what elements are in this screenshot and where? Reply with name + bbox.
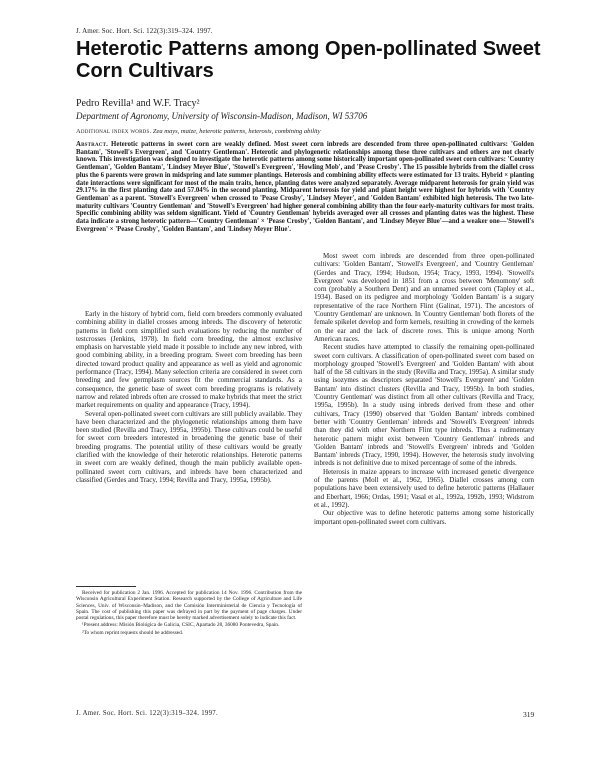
body-paragraph: Heterosis in maize appears to increase with increased genetic divergence of the parents (Moll et al., 1962, 1965). Diallel crosses among corn populations have been extensively used to define heterotic patterns (Hallauer and Eberhart, 1966; Ordas, 1991; Vasal et al., 1992a, 1992b, 1993; Widstrom et al., 1992).	[314, 467, 534, 509]
article-title: Heterotic Patterns among Open-pollinated Sweet Corn Cultivars	[76, 38, 541, 82]
author-affiliation: Department of Agronomy, University of Wisconsin-Madison, Madison, WI 53706	[76, 111, 368, 121]
abstract-label: Abstract.	[76, 141, 109, 148]
footnote: ²To whom reprint requests should be addressed.	[82, 629, 184, 636]
index-words	[76, 128, 536, 135]
footnote: ¹Present address: Misión Biológica de Galicia, CSIC, Apartado 28, 36080 Pontevedra, Spain.	[82, 622, 280, 629]
body-paragraph: Most sweet corn inbreds are descended from three open-pollinated cultivars: 'Golden Bantam', 'Stowell's Evergreen', and 'Country Gentleman' (Gerdes and Tracy, 1994; Hudson, 1954; Tracy, 1993, 1994). 'Stowell's Evergreen' was developed in 1851 from a cross between 'Menomony' soft corn (probably a Southern Dent) and an unnamed sweet corn (Tapley et al., 1934). Based on its pedigree and morphology 'Golden Bantam' is a sugary representative of the race Northern Flint (Galinat, 1971). The ancestors of 'Country Gentleman' are unknown. In 'Country Gentleman' both florets of the female spikelet develop and form kernels, resulting in crowding of the kernels on the ear and the lack of discrete rows. This is unique among North American races.	[314, 252, 534, 343]
body-paragraph: Recent studies have attempted to classify the remaining open-pollinated sweet corn cultivars. A classification of open-pollinated sweet corn based on morphology grouped 'Stowell's Evergreen' and 'Golden Bantam' with about half of the 58 cultivars in the study (Revilla and Tracy, 1995a). A similar study using isozymes as descriptors separated 'Stowell's Evergreen' and 'Golden Bantam' into distinct clusters (Revilla and Tracy, 1995b). In both studies, 'Country Gentleman' was distinct from all other cultivars (Revilla and Tracy, 1995a, 1995b). In a study using inbreds derived from these and other cultivars, Tracy (1990) observed that 'Golden Bantam' inbreds combined better with 'Country Gentleman' inbreds and 'Stowell's Evergreen' inbreds than they did with other Northern Flint type inbreds. Thus a rudimentary heterotic pattern might exist between 'Country Gentleman' inbreds and 'Golden Bantam' inbreds and 'Stowell's Evergreen' inbreds and 'Golden Bantam' inbreds (Tracy, 1990, 1994). However, the heterosis study involving inbreds is not definitive due to mixed percentage of some of the inbreds.	[314, 343, 535, 468]
footnote-rule	[76, 586, 136, 587]
page-number: 319	[523, 710, 535, 719]
body-paragraph: Early in the history of hybrid corn, field corn breeders commonly evaluated combining ability in diallel crosses among inbreds. The discovery of heterotic patterns in field corn simplified such evaluations by reducing the number of testcrosses (Jenkins, 1978). In field corn breeding, the almost exclusive emphasis on harvestable yield made it possible to include any new inbred, with good combining ability, in a breeding program. Sweet corn breeding has been directed toward product quality and appearance as well as yield and agronomic performance (Tracy, 1994). Many selection criteria are considered in sweet corn breeding and few germplasm sources fit the commercial standards. As a consequence, the genetic base of sweet corn breeding programs is relatively narrow and related inbreds often are crossed to make hybrids that meet the strict market requirements on quality and appearance (Tracy, 1994).	[76, 310, 302, 410]
journal-header: J. Amer. Soc. Hort. Sci. 122(3):319–324. 1997.	[76, 27, 213, 35]
body-column-right	[314, 252, 534, 526]
footnote: Received for publication 2 Jan. 1996. Accepted for publication 14 Nov. 1996. Contribution from the Wisconsin Agricultural Experiment Station. Research supported by the College of Agriculture and Life Sciences, Univ. of Wisconsin–Madison, and the Comisión Interministerial de Ciencia y Tecnología of Spain. The cost of publishing this paper was defrayed in part by the payment of page charges. Under postal regulations, this paper therefore must be hereby marked advertisement solely to indicate this fact.	[76, 590, 302, 622]
index-words-text: Zea mays, maize, heterotic patterns, heterosis, combining ability	[152, 128, 321, 135]
index-words-label: Additional index words.	[76, 128, 152, 135]
article-authors: Pedro Revilla¹ and W.F. Tracy²	[76, 98, 200, 109]
journal-footer: J. Amer. Soc. Hort. Sci. 122(3):319–324. 1997.	[76, 710, 218, 717]
abstract	[76, 141, 534, 233]
body-paragraph: Several open-pollinated sweet corn cultivars are still publicly available. They have been characterized and the phylogenetic relationships among them have been studied (Revilla and Tracy, 1995a, 1995b). These cultivars could be useful for sweet corn breeders interested in broadening the genetic base of their breeding programs. The potential utility of these cultivars would be greatly clarified with the knowledge of their heterotic relationships. Heterotic patterns in sweet corn are weakly defined, though the main publicly available open-pollinated sweet corn cultivars, and inbreds have been characterized and classified (Gerdes and Tracy, 1994; Revilla and Tracy, 1995a, 1995b).	[76, 409, 302, 484]
body-column-left	[76, 310, 302, 484]
abstract-text: Heterotic patterns in sweet corn are weakly defined. Most sweet corn inbreds are descended from three open-pollinated cultivars: 'Golden Bantam', 'Stowell's Evergreen', and 'Country Gentleman'. Heterotic and phylogenetic relationships among these three cultivars and others are not clearly known. This investigation was designed to investigate the heterotic patterns among some historically important open-pollinated sweet corn cultivars: 'Country Gentleman', 'Golden Bantam', 'Lindsey Meyer Blue', 'Stowell's Evergreen', 'Howling Mob', and 'Pease Crosby'. The 15 possible hybrids from the diallel cross plus the 6 parents were grown in midspring and late summer plantings. Heterosis and combining ability effects were estimated for 13 traits. Hybrid × planting date interactions were significant for most of the main traits, hence, planting dates were analyzed separately. Average midparent heterosis for grain yield was 29.17% in the first planting date and 57.04% in the second planting. Midparent heterosis for yield and plant height were highest for hybrids with 'Country Gentleman' as a parent. 'Stowell's Evergreen' when crossed to 'Pease Crosby', 'Lindsey Meyer', and 'Golden Bantam' exhibited high heterosis. The two late-maturity cultivars 'Country Gentleman' and 'Stowell's Evergreen' had higher general combining ability than the four early-maturity cultivars for most traits. Specific combining ability was seldom significant. Yield of 'Country Gentleman' hybrids averaged over all crosses and planting dates was the highest. These data indicate a strong heterotic pattern—'Country Gentleman' × 'Pease Crosby', 'Golden Bantam', and 'Lindsey Meyer Blue'—and a weaker one—'Stowell's Evergreen' × 'Pease Crosby', 'Golden Bantam', and 'Lindsey Meyer Blue'.	[76, 141, 534, 233]
footnotes	[76, 590, 302, 637]
body-paragraph: Our objective was to define heterotic patterns among some historically important open-pollinated sweet corn cultivars.	[314, 509, 534, 526]
